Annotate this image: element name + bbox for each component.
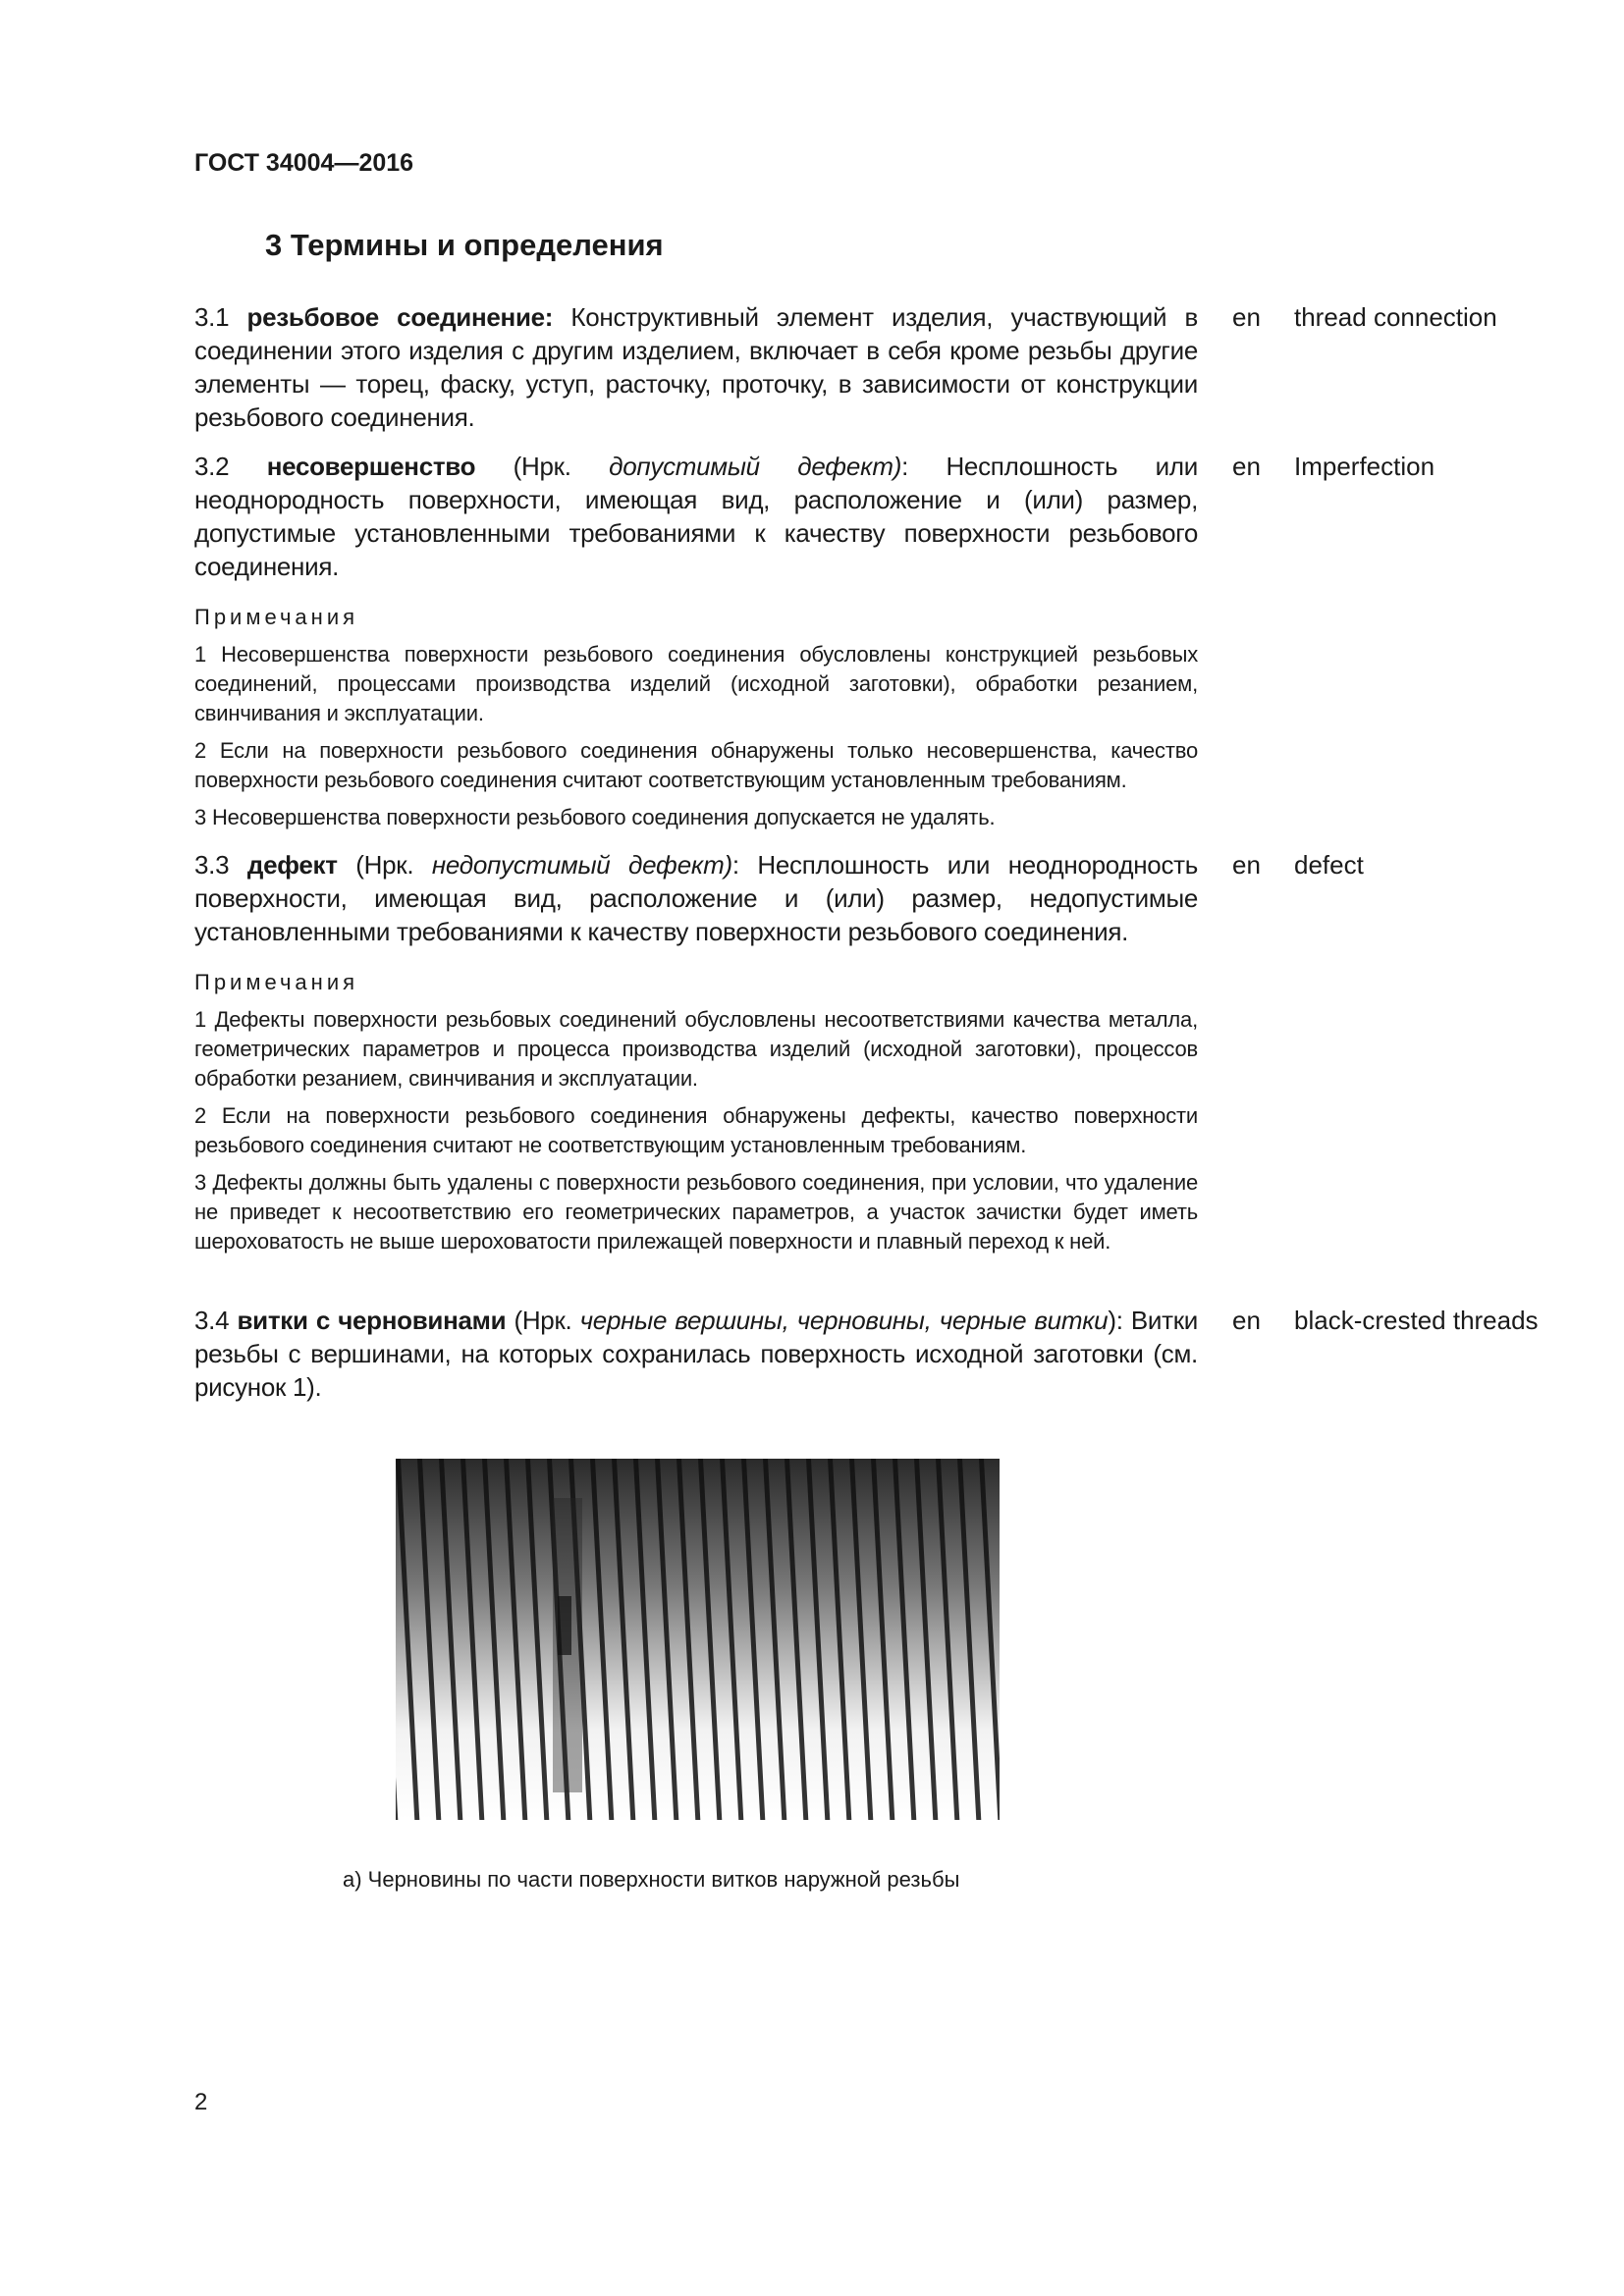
term-row-3-2 [194,450,1435,583]
english-term: black-crested threads [1294,1306,1539,1335]
term-3-3 [194,848,1198,948]
term-alt: допустимый дефект) [609,452,902,481]
term-definition: : Несплошность или неоднородность поверхности, имеющая вид, расположение и (или) размер, допустимые установленными требованиями к качеству поверхности резьбового соединения. [194,452,1199,581]
term-definition: ): Витки резьбы с вершинами, на которых сохранилась поверхность исходной заготовки (см. рисунок 1). [194,1306,1198,1402]
english-term: thread connection [1294,302,1497,332]
section-title: 3 Термины и определения [265,228,664,262]
note: 2 Если на поверхности резьбового соединения обнаружены только несовершенства, качество поверхности резьбового соединения считают соответствующим установленным требованиям. [194,738,1198,792]
document-header: ГОСТ 34004—2016 [194,149,414,177]
term-definition: Конструктивный элемент изделия, участвующий в соединении этого изделия с другим изделием, включает в себя кроме резьбы другие элементы — торец, фаску, уступ, расточку, проточку, в зависимости от конструкции резьбового соединения. [194,302,1198,432]
lang-label: en [1232,850,1261,880]
notes-heading: Примечания [194,970,359,994]
lang-label: en [1232,302,1261,332]
notes-heading: Примечания [194,605,359,629]
term-row-3-1 [194,300,1497,434]
term-row-3-3 [194,848,1364,948]
term-number: 3.2 [194,452,230,481]
term-3-4 [194,1304,1198,1404]
note: 1 Дефекты поверхности резьбовых соединений обусловлены несоответствиями качества металла, геометрических параметров и процесса производства изделий (исходной заготовки), процессов обработки резанием, свинчивания и эксплуатации. [194,1007,1198,1091]
term-number: 3.1 [194,302,230,332]
lang-label: en [1232,1306,1261,1335]
term-name: резьбовое соединение: [246,302,554,332]
term-alt: черные вершины, черновины, черные витки [579,1306,1109,1335]
english-term: Imperfection [1294,452,1435,481]
note: 3 Несовершенства поверхности резьбового соединения допускается не удалять. [194,805,996,829]
term-prefix: (Нрк. [475,452,610,481]
term-number: 3.3 [194,850,230,880]
page-number: 2 [194,2089,208,2115]
term-row-3-4 [194,1304,1539,1404]
term-prefix: (Нрк. [337,850,432,880]
thread-photo [396,1459,1000,1820]
note: 2 Если на поверхности резьбового соединения обнаружены дефекты, качество поверхности резьбового соединения считают не соответствующим установленным требованиям. [194,1103,1198,1157]
term-number: 3.4 [194,1306,230,1335]
term-name: дефект [246,850,338,880]
lang-label: en [1232,452,1261,481]
english-term: defect [1294,850,1364,880]
term-3-2 [194,450,1198,583]
term-alt: недопустимый дефект) [431,850,732,880]
terms-body [194,300,1539,1893]
term-name: витки с черновинами [237,1306,507,1335]
term-3-1 [194,300,1198,434]
note: 3 Дефекты должны быть удалены с поверхности резьбового соединения, при условии, что удаление не приведет к несоответствию его геометрических параметров, а участок зачистки будет иметь шероховатость не выше шероховатости прилежащей поверхности и плавный переход к ней. [194,1170,1198,1254]
term-definition: : Несплошность или неоднородность поверхности, имеющая вид, расположение и (или) размер, недопустимые установленными требованиями к качеству поверхности резьбового соединения. [194,850,1198,946]
note: 1 Несовершенства поверхности резьбового соединения обусловлены конструкцией резьбовых соединений, процессами производства изделий (исходной заготовки), обработки резанием, свинчивания и эксплуатации. [194,642,1198,725]
term-prefix: (Нрк. [506,1306,580,1335]
term-name: несовершенство [266,452,476,481]
figure-caption: а) Черновины по части поверхности витков наружной резьбы [343,1867,960,1892]
